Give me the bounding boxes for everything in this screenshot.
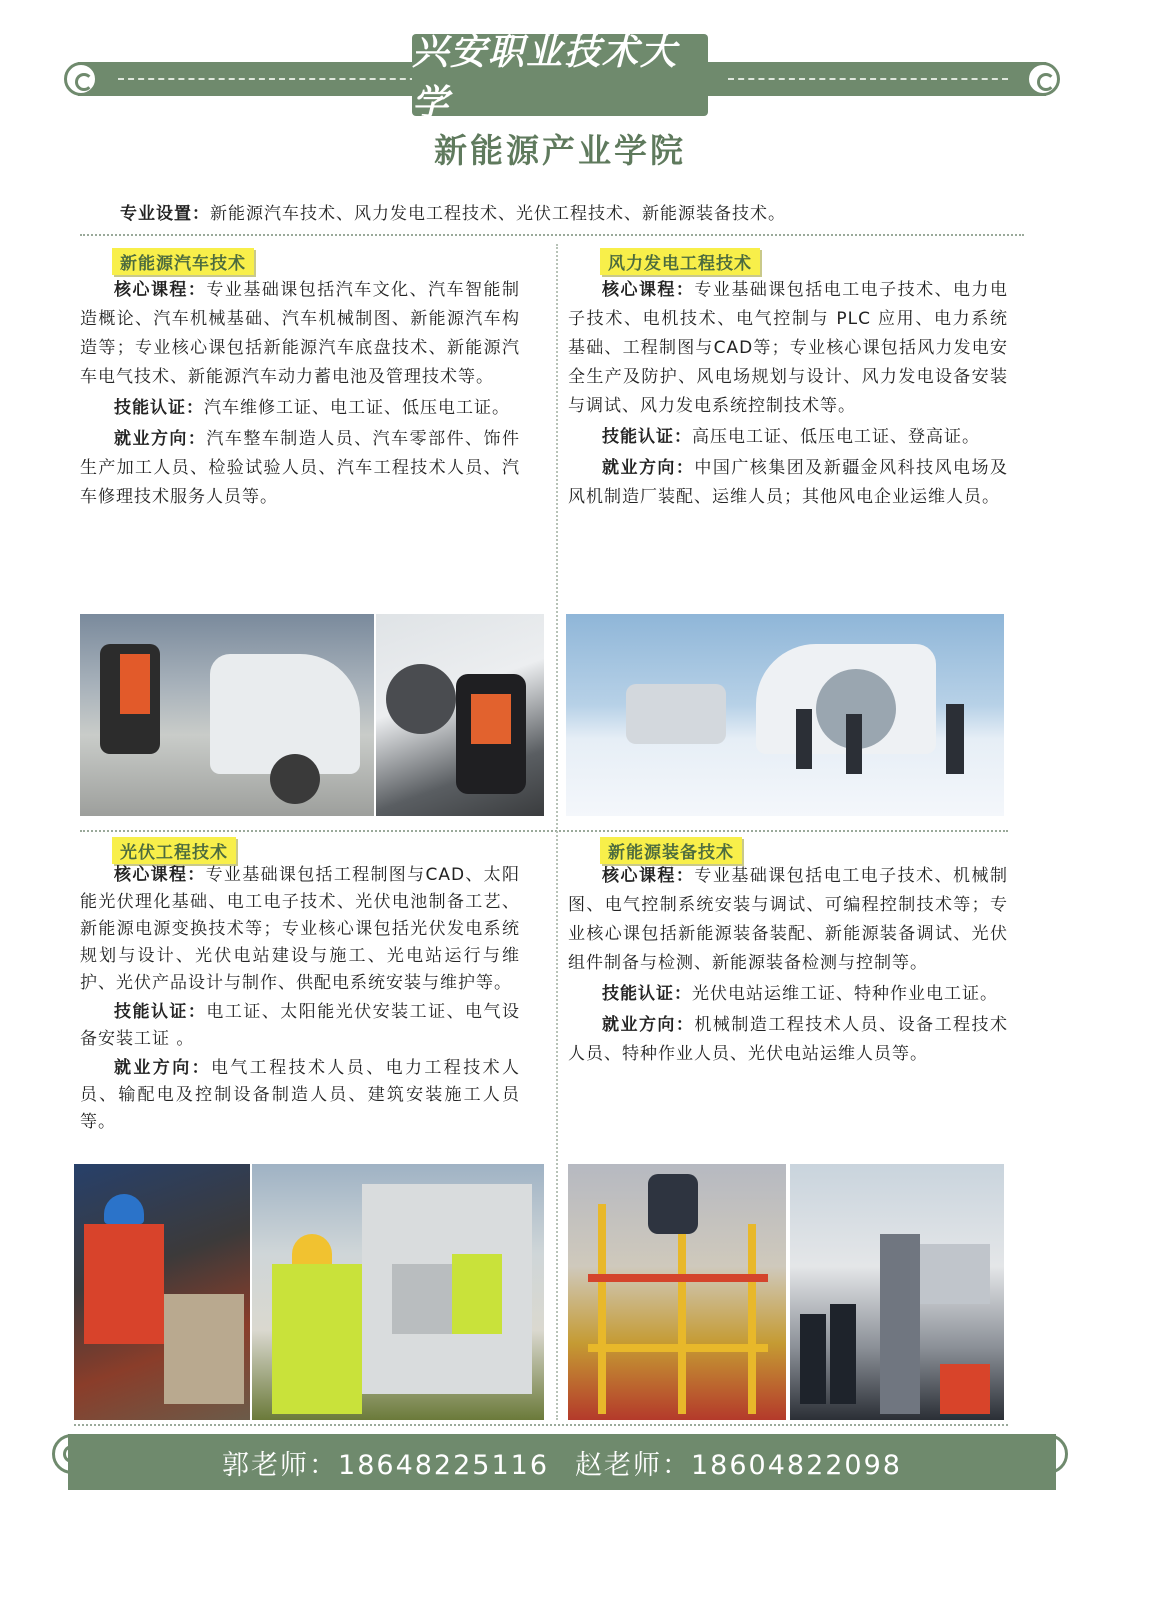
core-courses — [80, 276, 520, 392]
cert-label: 技能认证： — [114, 398, 204, 418]
scroll-ornament-icon — [1026, 62, 1060, 96]
divider-middle — [80, 830, 1008, 832]
certifications — [568, 980, 1008, 1009]
photo-car-wheel — [376, 614, 544, 816]
section-body-wind — [568, 276, 1008, 512]
core-text: 专业基础课包括电工电子技术、机械制图、电气控制系统安装与调试、可编程控制技术等；专业核心课包括新能源装备装配、新能源装备调试、光伏组件制备与检测、新能源装备检测与控制等。 — [568, 866, 1009, 973]
section-title: 新能源汽车技术 — [112, 248, 254, 275]
cert-text: 汽车维修工证、电工证、低压电工证。 — [204, 398, 510, 418]
photo-pv-lab — [74, 1164, 250, 1420]
majors-line — [120, 199, 786, 224]
section-tag-nev — [112, 248, 254, 275]
core-label: 核心课程： — [114, 280, 207, 300]
photo-equipment-transformer — [790, 1164, 1004, 1420]
section-body-pv — [80, 862, 520, 1136]
scroll-ornament-icon — [64, 62, 98, 96]
certifications — [80, 394, 520, 423]
divider-vertical — [556, 244, 558, 1420]
photo-wind-turbine — [566, 614, 1004, 816]
certifications — [80, 999, 520, 1053]
section-body-nev — [80, 276, 520, 512]
section-tag-equipment — [600, 837, 742, 864]
job-label: 就业方向： — [114, 1058, 211, 1078]
cert-text: 高压电工证、低压电工证、登高证。 — [692, 427, 980, 447]
cert-text: 光伏电站运维工证、特种作业电工证。 — [692, 984, 998, 1004]
contact-guo: 郭老师：18648225116 — [222, 1449, 549, 1481]
cert-label: 技能认证： — [602, 427, 692, 447]
section-title: 光伏工程技术 — [112, 837, 236, 864]
employment — [80, 1055, 520, 1136]
footer-contact-band — [68, 1434, 1056, 1490]
contact-zhao: 赵老师：18604822098 — [575, 1449, 902, 1481]
core-courses — [80, 862, 520, 997]
section-title: 风力发电工程技术 — [600, 248, 760, 275]
job-label: 就业方向： — [602, 1015, 695, 1035]
job-text: 机械制造工程技术人员、设备工程技术人员、特种作业人员、光伏电站运维人员等。 — [568, 1015, 1009, 1064]
core-text: 专业基础课包括汽车文化、汽车智能制造概论、汽车机械基础、汽车机械制图、新能源汽车构造等；专业核心课包括新能源汽车底盘技术、新能源汽车电气技术、新能源汽车动力蓄电池及管理技术等。 — [80, 280, 521, 387]
cert-text: 电工证、太阳能光伏安装工证、电气设备安装工证 。 — [80, 1002, 521, 1049]
core-text: 专业基础课包括电工电子技术、电力电子技术、电机技术、电气控制与 PLC 应用、电力系统基础、工程制图与CAD等；专业核心课包括风力发电安全生产及防护、风电场规划与设计、风力发电设备安装与调试、风力发电系统控制技术等。 — [568, 280, 1009, 416]
section-tag-wind — [600, 248, 760, 275]
divider-bottom — [74, 1424, 1008, 1426]
job-label: 就业方向： — [602, 458, 695, 478]
photo-equipment-scaffold — [568, 1164, 786, 1420]
employment — [80, 425, 520, 512]
majors-label: 专业设置： — [120, 204, 210, 224]
majors-text: 新能源汽车技术、风力发电工程技术、光伏工程技术、新能源装备技术。 — [210, 204, 786, 224]
section-title: 新能源装备技术 — [600, 837, 742, 864]
section-body-equipment — [568, 862, 1008, 1069]
section-tag-pv — [112, 837, 236, 864]
photo-car-workshop — [80, 614, 374, 816]
employment — [568, 1011, 1008, 1069]
employment — [568, 454, 1008, 512]
certifications — [568, 423, 1008, 452]
university-title-box — [412, 31, 708, 124]
cert-label: 技能认证： — [602, 984, 692, 1004]
college-title: 新能源产业学院 — [434, 131, 686, 170]
core-courses — [568, 862, 1008, 978]
job-text: 中国广核集团及新疆金风科技风电场及风机制造厂装配、运维人员；其他风电企业运维人员。 — [568, 458, 1009, 507]
divider-top — [80, 234, 1024, 236]
job-label: 就业方向： — [114, 429, 207, 449]
banner-dash-left — [118, 78, 436, 80]
university-name: 兴安职业技术大学 — [412, 31, 679, 124]
core-text: 专业基础课包括工程制图与CAD、太阳能光伏理化基础、电工电子技术、光伏电池制备工艺、新能源电源变换技术等；专业核心课包括光伏发电系统规划与设计、光伏电站建设与施工、光电站运行与维护、光伏产品设计与制作、供配电系统安装与维护等。 — [80, 865, 521, 993]
core-label: 核心课程： — [114, 865, 206, 885]
photo-pv-switchgear — [252, 1164, 544, 1420]
core-courses — [568, 276, 1008, 421]
core-label: 核心课程： — [602, 866, 695, 886]
core-label: 核心课程： — [602, 280, 695, 300]
cert-label: 技能认证： — [114, 1002, 207, 1022]
contact-info — [222, 1443, 902, 1482]
job-text: 电气工程技术人员、电力工程技术人员、输配电及控制设备制造人员、建筑安装施工人员等。 — [80, 1058, 520, 1132]
banner-dash-right — [728, 78, 1008, 80]
job-text: 汽车整车制造人员、汽车零部件、饰件生产加工人员、检验试验人员、汽车工程技术人员、汽车修理技术服务人员等。 — [80, 429, 521, 507]
